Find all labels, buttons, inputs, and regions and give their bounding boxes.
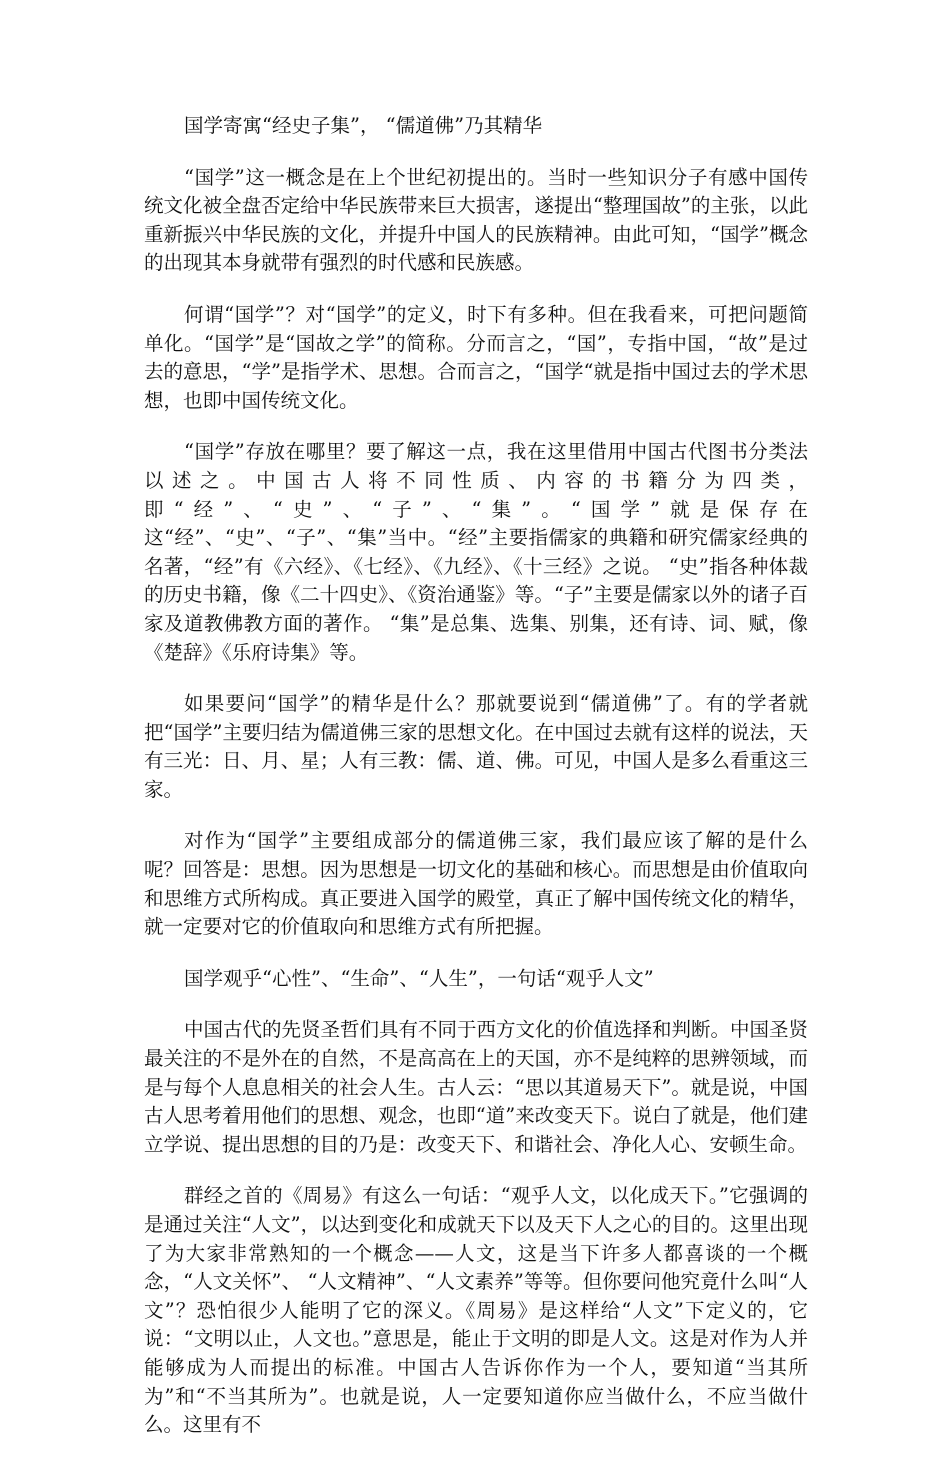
paragraph-6: 中国古代的先贤圣哲们具有不同于西方文化的价值选择和判断。中国圣贤最关注的不是外在的自然，不是高高在上的天国，亦不是纯粹的思辨领域，而是与每个人息息相关的社会人生。古人云：“思以其道易天下”。就是说，中国古人思考着用他们的思想、观念，也即“道”来改变天下。说白了就是，他们建立学说、提出思想的目的乃是：改变天下、和谐社会、净化人心、安顿生命。: [144, 1018, 809, 1156]
paragraph-3: “国学”存放在哪里？要了解这一点，我在这里借用中国古代图书分类法以述之。中国古人将不同性质、内容的书籍分为四类，即“经”、“史”、“子”、“集”。“国学”就是保存在这“经”、“史”、“子”、“集”当中。“经”主要指儒家的典籍和研究儒家经典的名著，“经”有《六经》、《七经》、《九经》、《十三经》之说。 “史”指各种体裁的历史书籍，像《二十四史》、《资治通鉴》等。“子”主要是儒家以外的诸子百家及道教佛教方面的著作。 “集”是总集、选集、别集，还有诗、词、赋，像《楚辞》《乐府诗集》等。: [144, 440, 808, 664]
section-heading-1: 国学寄寓“经史子集”， “儒道佛”乃其精华: [184, 114, 543, 137]
section-heading-2: 国学观乎“心性”、“生命”、“人生”，一句话“观乎人文”: [184, 966, 654, 990]
paragraph-4: 如果要问“国学”的精华是什么？那就要说到“儒道佛”了。有的学者就把“国学”主要归结为儒道佛三家的思想文化。在中国过去就有这样的说法，天有三光：日、月、星；人有三教：儒、道、佛。可见，中国人是多么看重这三家。: [144, 692, 808, 801]
paragraph-7: 群经之首的《周易》有这么一句话：“观乎人文，以化成天下。”它强调的是通过关注“人文”，以达到变化和成就天下以及天下人之心的目的。这里出现了为大家非常熟知的一个概念——人文，这是当下许多人都喜谈的一个概念，“人文关怀”、 “人文精神”、“人文素养”等等。但你要问他究竟什么叫“人文”？恐怕很少人能明了它的深义。《周易》是这样给“人文”下定义的，它说：“文明以止，人文也。”意思是，能止于文明的即是人文。这是对作为人并能够成为人而提出的标准。中国古人告诉你作为一个人，要知道“当其所为”和“不当其所为”。也就是说，人一定要知道你应当做什么，不应当做什么。这里有不: [144, 1184, 808, 1437]
paragraph-1: “国学”这一概念是在上个世纪初提出的。当时一些知识分子有感中国传统文化被全盘否定给中华民族带来巨大损害，遂提出“整理国故”的主张，以此重新振兴中华民族的文化，并提升中国人的民族精神。由此可知，“国学”概念的出现其本身就带有强烈的时代感和民族感。: [144, 165, 808, 275]
document-page: [144, 112, 808, 1463]
paragraph-5: 对作为“国学”主要组成部分的儒道佛三家，我们最应该了解的是什么呢？回答是：思想。因为思想是一切文化的基础和核心。而思想是由价值取向和思维方式所构成。真正要进入国学的殿堂，真正了解中国传统文化的精华，就一定要对它的价值取向和思维方式有所把握。: [144, 829, 808, 939]
paragraph-2: 何谓“国学”？对“国学”的定义，时下有多种。但在我看来，可把问题简单化。“国学”是“国故之学”的简称。分而言之，“国”，专指中国，“故”是过去的意思，“学”是指学术、思想。合而言之，“国学“就是指中国过去的学术思想，也即中国传统文化。: [144, 302, 808, 412]
